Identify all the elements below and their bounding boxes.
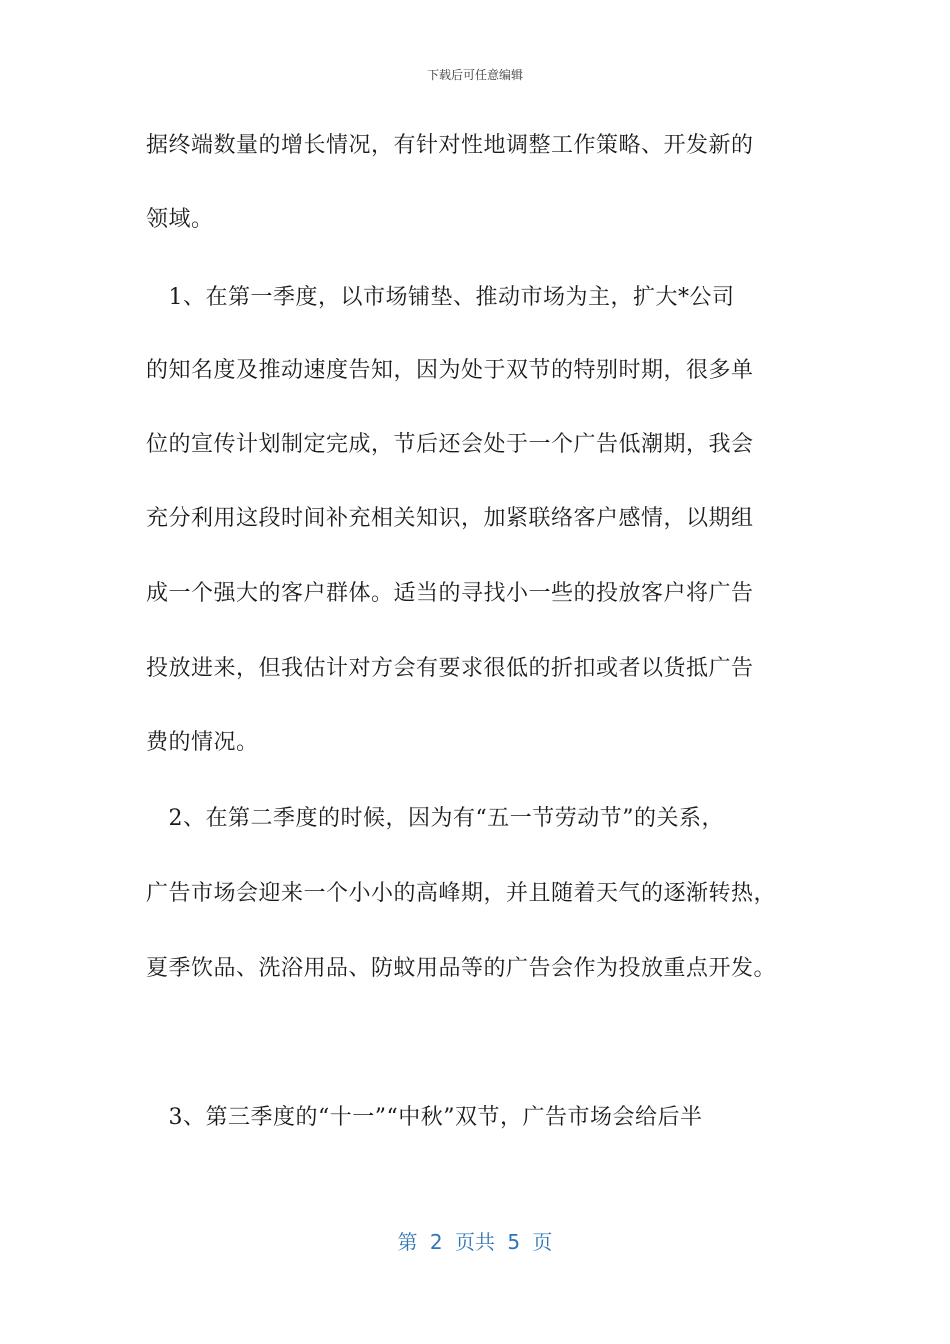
text-line: 成一个强大的客户群体。适当的寻找小一些的投放客户将广告: [146, 581, 754, 606]
text-line: 2、在第二季度的时候，因为有“五一节劳动节”的关系，: [146, 806, 724, 831]
text-line: 领域。: [146, 207, 214, 232]
text-line: 广告市场会迎来一个小小的高峰期，并且随着天气的逐渐转热，: [146, 881, 777, 906]
text-line: 投放进来，但我估计对方会有要求很低的折扣或者以货抵广告: [146, 656, 754, 681]
text-line: 充分利用这段时间补充相关知识，加紧联络客户感情，以期组: [146, 506, 754, 531]
text-line: 夏季饮品、洗浴用品、防蚊用品等的广告会作为投放重点开发。: [146, 956, 777, 981]
page-number-footer: 第 2 页共 5 页: [397, 1230, 553, 1254]
page-header: 下载后可任意编辑: [426, 68, 523, 82]
text-line: 的知名度及推动速度告知，因为处于双节的特别时期，很多单: [146, 358, 754, 383]
text-line: 据终端数量的增长情况，有针对性地调整工作策略、开发新的: [146, 133, 754, 158]
text-line: 3、第三季度的“十一”“中秋”双节，广告市场会给后半: [146, 1105, 703, 1130]
text-line: 1、在第一季度，以市场铺垫、推动市场为主，扩大*公司: [146, 285, 735, 310]
text-line: 费的情况。: [146, 730, 259, 755]
text-line: 位的宣传计划制定完成，节后还会处于一个广告低潮期，我会: [146, 432, 754, 457]
